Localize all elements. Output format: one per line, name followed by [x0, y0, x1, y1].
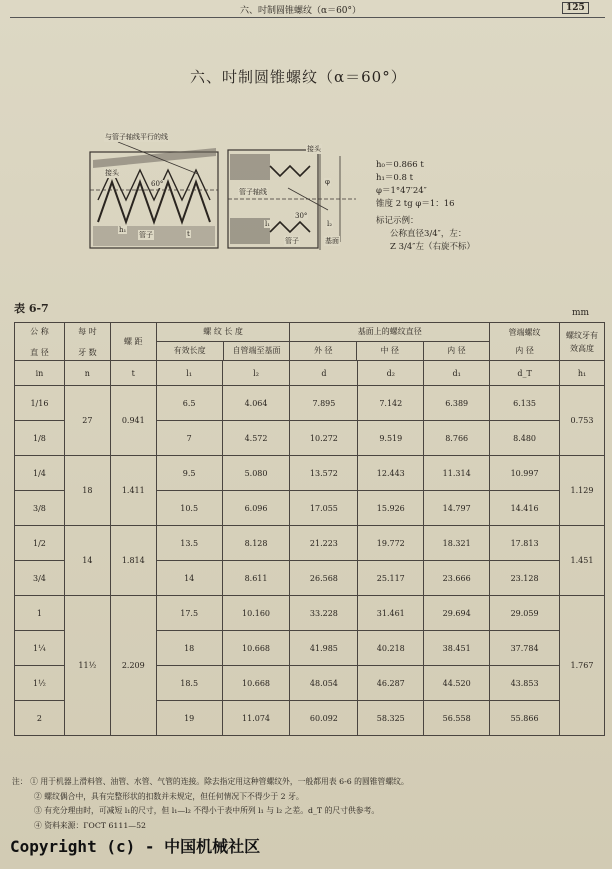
running-head-title: 六、吋制圆锥螺纹（α＝60°） — [240, 6, 362, 16]
table-row — [15, 386, 605, 421]
cell-d1: 44.520 — [424, 666, 490, 701]
cell-dt: 29.059 — [490, 596, 560, 631]
cell-d: 26.568 — [290, 561, 358, 596]
formula-block — [376, 159, 455, 211]
cell-h1: 1.129 — [560, 456, 605, 526]
header-pipe-end-title: 管端螺纹 — [508, 327, 541, 337]
table-row — [15, 456, 605, 491]
notes-label: 注： — [12, 777, 28, 786]
header-pipe-end — [490, 323, 560, 361]
cell-size: 1/16 — [15, 386, 65, 421]
cell-d1: 23.666 — [424, 561, 490, 596]
copyright-watermark: Copyright (c) - 中国机械社区 — [10, 837, 261, 856]
cell-l2: 8.611 — [222, 561, 290, 596]
cell-l1: 10.5 — [156, 491, 222, 526]
cell-d2: 58.325 — [358, 701, 424, 736]
cell-d: 10.272 — [290, 421, 358, 456]
header-pitch: 螺 距 — [110, 323, 156, 361]
label-l1: l₁ — [265, 220, 271, 228]
cell-l1: 7 — [156, 421, 222, 456]
notes — [12, 775, 409, 833]
label-pipe-right: 管子 — [285, 237, 299, 245]
cell-l2: 4.064 — [222, 386, 290, 421]
sym-d1: d₁ — [424, 361, 490, 386]
cell-d: 13.572 — [290, 456, 358, 491]
cell-l1: 14 — [156, 561, 222, 596]
table-label: 表 6-7 — [14, 302, 49, 315]
cell-l2: 4.572 — [222, 421, 290, 456]
cell-d1: 6.389 — [424, 386, 490, 421]
header-hand-tight: 自管端至基面 — [232, 346, 281, 355]
label-60deg: 60° — [151, 180, 164, 188]
cell-d1: 56.558 — [424, 701, 490, 736]
sym-l2: l₂ — [222, 361, 290, 386]
example-line: 公称直径3/4″，左： — [390, 229, 467, 239]
cell-pitch: 2.209 — [110, 596, 156, 736]
cell-dt: 6.135 — [490, 386, 560, 421]
sym-d: d — [290, 361, 358, 386]
cell-l2: 10.668 — [222, 666, 290, 701]
thread-table — [14, 322, 605, 736]
header-nominal-line2: 直 径 — [30, 347, 49, 357]
formula-line: h₁＝0.8 t — [376, 173, 414, 183]
sym-tpi: n — [64, 361, 110, 386]
cell-d2: 25.117 — [358, 561, 424, 596]
cell-size: 2 — [15, 701, 65, 736]
marking-example — [376, 215, 475, 254]
cell-d2: 9.519 — [358, 421, 424, 456]
cell-d: 48.054 — [290, 666, 358, 701]
header-rule — [10, 17, 605, 18]
cell-pitch: 1.411 — [110, 456, 156, 526]
table-row — [15, 526, 605, 561]
cell-d1: 29.694 — [424, 596, 490, 631]
cell-d2: 7.142 — [358, 386, 424, 421]
sym-d2: d₂ — [358, 361, 424, 386]
cell-size: 1½ — [15, 666, 65, 701]
cell-d: 60.092 — [290, 701, 358, 736]
cell-size: 1/2 — [15, 526, 65, 561]
cell-l2: 5.080 — [222, 456, 290, 491]
cell-size: 3/8 — [15, 491, 65, 526]
cell-dt: 10.997 — [490, 456, 560, 491]
cell-size: 3/4 — [15, 561, 65, 596]
note-text: ① 用于机器上滑料管、油管、水管、气管的连接。除去指定用这种管螺纹外，一般都用表 6-6 的圆锥管螺纹。 — [30, 777, 409, 786]
cell-h1: 1.451 — [560, 526, 605, 596]
cell-l1: 6.5 — [156, 386, 222, 421]
cell-d1: 14.797 — [424, 491, 490, 526]
note-item: ② 螺纹偶合中，具有完整形状的扣数并未规定，但任何情况下不得少于 2 牙。 — [34, 791, 304, 801]
header-middle: 中 径 — [357, 342, 424, 360]
cell-tpi: 18 — [64, 456, 110, 526]
sym-nominal: in — [15, 361, 65, 386]
cell-dt: 17.813 — [490, 526, 560, 561]
cell-l1: 17.5 — [156, 596, 222, 631]
cell-dt: 8.480 — [490, 421, 560, 456]
cell-d1: 8.766 — [424, 421, 490, 456]
cell-dt: 55.866 — [490, 701, 560, 736]
sym-l1: l₁ — [156, 361, 222, 386]
cell-tpi: 27 — [64, 386, 110, 456]
table-body — [15, 386, 605, 736]
header-length-title: 螺 纹 长 度 — [157, 323, 290, 342]
cell-d: 7.895 — [290, 386, 358, 421]
page-number: 125 — [562, 2, 589, 14]
cell-dt: 43.853 — [490, 666, 560, 701]
cell-d2: 31.461 — [358, 596, 424, 631]
note-item: ③ 有充分理由时，可减短 l₁的尺寸，但 l₁—l₂ 不得小于表中所列 l₁ 与 l₂ 之差。d_T 的尺寸供参考。 — [34, 806, 380, 815]
cell-size: 1/8 — [15, 421, 65, 456]
cell-h1: 0.753 — [560, 386, 605, 456]
cell-d: 21.223 — [290, 526, 358, 561]
cell-dt: 37.784 — [490, 631, 560, 666]
cell-pitch: 0.941 — [110, 386, 156, 456]
cell-l1: 18.5 — [156, 666, 222, 701]
header-nominal-line1: 公 称 — [30, 326, 49, 336]
cell-l2: 10.160 — [222, 596, 290, 631]
header-tpi — [64, 323, 110, 361]
label-l2: l₂ — [327, 220, 333, 228]
header-pipe-inner: 内 径 — [515, 345, 534, 355]
sym-h1: h₁ — [560, 361, 605, 386]
cell-d: 17.055 — [290, 491, 358, 526]
note-item: ④ 资料来源：ГОСТ 6111—52 — [34, 820, 147, 830]
cell-d1: 18.321 — [424, 526, 490, 561]
label-30deg: 30° — [295, 212, 308, 220]
cell-tpi: 11½ — [64, 596, 110, 736]
cell-l2: 10.668 — [222, 631, 290, 666]
cell-l1: 9.5 — [156, 456, 222, 491]
cell-l1: 18 — [156, 631, 222, 666]
label-base: 基面 — [325, 237, 339, 245]
header-diameters-title: 基面上的螺纹直径 — [290, 323, 489, 342]
header-tpi-line1: 每 吋 — [78, 326, 97, 336]
label-joint-right: 接头 — [307, 145, 321, 153]
cell-l1: 19 — [156, 701, 222, 736]
cell-h1: 1.767 — [560, 596, 605, 736]
cell-d1: 38.451 — [424, 631, 490, 666]
formula-line: φ＝1°47′24″ — [376, 186, 427, 196]
thread-diagram — [88, 130, 358, 255]
cell-l1: 13.5 — [156, 526, 222, 561]
label-pipe-axis: 管子轴线 — [239, 188, 267, 196]
cell-d2: 15.926 — [358, 491, 424, 526]
formula-line: h₀＝0.866 t — [376, 160, 424, 170]
cell-d2: 19.772 — [358, 526, 424, 561]
cell-tpi: 14 — [64, 526, 110, 596]
cell-dt: 14.416 — [490, 491, 560, 526]
table-unit: mm — [572, 308, 590, 318]
header-tpi-line2: 牙 数 — [78, 347, 97, 357]
cell-l2: 8.128 — [222, 526, 290, 561]
cell-pitch: 1.814 — [110, 526, 156, 596]
note-item — [12, 775, 409, 790]
cell-d2: 40.218 — [358, 631, 424, 666]
label-phi: φ — [325, 178, 330, 186]
cell-size: 1 — [15, 596, 65, 631]
cell-d1: 11.314 — [424, 456, 490, 491]
cell-l2: 6.096 — [222, 491, 290, 526]
running-head — [0, 0, 612, 18]
example-line: Z 3/4″左（右旋不标） — [390, 242, 475, 252]
cell-dt: 23.128 — [490, 561, 560, 596]
label-t: t — [187, 230, 190, 238]
header-diameters — [290, 323, 490, 361]
cell-d: 41.985 — [290, 631, 358, 666]
sym-pitch: t — [110, 361, 156, 386]
cell-d2: 12.443 — [358, 456, 424, 491]
label-parallel-line: 与管子轴线平行的线 — [105, 133, 168, 141]
header-nominal — [15, 323, 65, 361]
sym-dt: d_T — [490, 361, 560, 386]
header-effective-length: 有效长度 — [157, 342, 224, 360]
header-inner: 内 径 — [447, 346, 466, 355]
cell-d: 33.228 — [290, 596, 358, 631]
cell-size: 1/4 — [15, 456, 65, 491]
example-title: 标记示例： — [376, 216, 419, 226]
cell-d2: 46.287 — [358, 666, 424, 701]
cell-size: 1¼ — [15, 631, 65, 666]
table-row — [15, 596, 605, 631]
label-h1: h₁ — [119, 226, 127, 234]
section-title: 六、吋制圆锥螺纹（α＝60°） — [190, 68, 407, 86]
label-pipe-left: 管子 — [139, 231, 153, 239]
cell-l2: 11.074 — [222, 701, 290, 736]
header-outer: 外 径 — [290, 342, 357, 360]
formula-line: 锥度 2 tg φ＝1：16 — [376, 199, 455, 209]
header-length — [156, 323, 290, 361]
label-joint-left: 接头 — [105, 169, 119, 177]
header-thread-height: 螺纹牙有效高度 — [560, 323, 605, 361]
